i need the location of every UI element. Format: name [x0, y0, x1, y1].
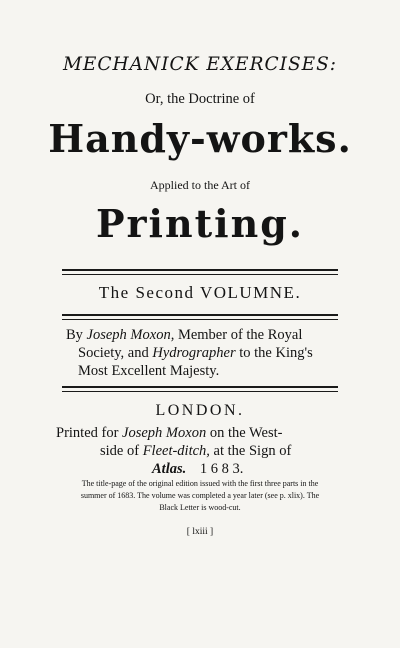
- imprint-city: LONDON.: [155, 402, 245, 419]
- imprint-line-2: [56, 442, 346, 460]
- rule-mid-1b: [62, 319, 338, 320]
- imprint-line-1-pre: Printed for: [56, 425, 119, 441]
- volume-line: The Second VOLUMNE.: [98, 283, 302, 302]
- imprint-sign: Atlas.: [152, 461, 187, 477]
- imprint-line-3: [56, 460, 346, 478]
- note-line-2: summer of 1683. The volume was completed a year later (see p. xlix). The: [80, 491, 320, 500]
- imprint-line-2-pre: side of: [100, 443, 140, 459]
- imprint-line-2-post: at the Sign of: [213, 443, 292, 459]
- imprint-year: 1 6 8 3.: [199, 461, 244, 477]
- title-line-mechanick-exercises: MECHANICK EXERCISES:: [62, 54, 338, 75]
- imprint-line-1: [56, 424, 346, 442]
- author-role: Hydrographer: [152, 345, 236, 361]
- author-line-2: [66, 344, 338, 362]
- author-name: Joseph Moxon,: [86, 327, 175, 343]
- rule-mid-2: [62, 386, 338, 388]
- note-line-3: Black Letter is wood-cut.: [159, 503, 241, 512]
- author-line-1-rest: Member of the Royal: [177, 327, 303, 343]
- note-line-1: The title-page of the original edition issued with the first three parts in the: [81, 479, 319, 488]
- author-line-2-post: to the King's: [239, 345, 313, 361]
- imprint-place: Fleet-ditch,: [142, 443, 210, 459]
- author-line-1: [66, 326, 338, 344]
- imprint-line-1-post: on the West-: [209, 425, 283, 441]
- imprint-block: [56, 424, 346, 478]
- page-number: [ lxiii ]: [186, 527, 214, 537]
- title-line-applied: Applied to the Art of: [150, 178, 250, 192]
- rule-mid-1: [62, 314, 338, 316]
- blackletter-printing: Printing.: [95, 201, 305, 246]
- rule-top-1b: [62, 274, 338, 275]
- author-line-2-pre: Society, and: [78, 345, 149, 361]
- rule-top-1: [62, 269, 338, 271]
- author-by: By: [66, 327, 83, 343]
- author-line-3: Most Excellent Majesty.: [78, 363, 220, 379]
- title-line-doctrine: Or, the Doctrine of: [145, 91, 255, 107]
- blackletter-handy-works: Handy-works.: [48, 116, 352, 161]
- imprint-name: Joseph Moxon: [122, 425, 207, 441]
- rule-mid-2b: [62, 391, 338, 392]
- author-block: [66, 326, 338, 380]
